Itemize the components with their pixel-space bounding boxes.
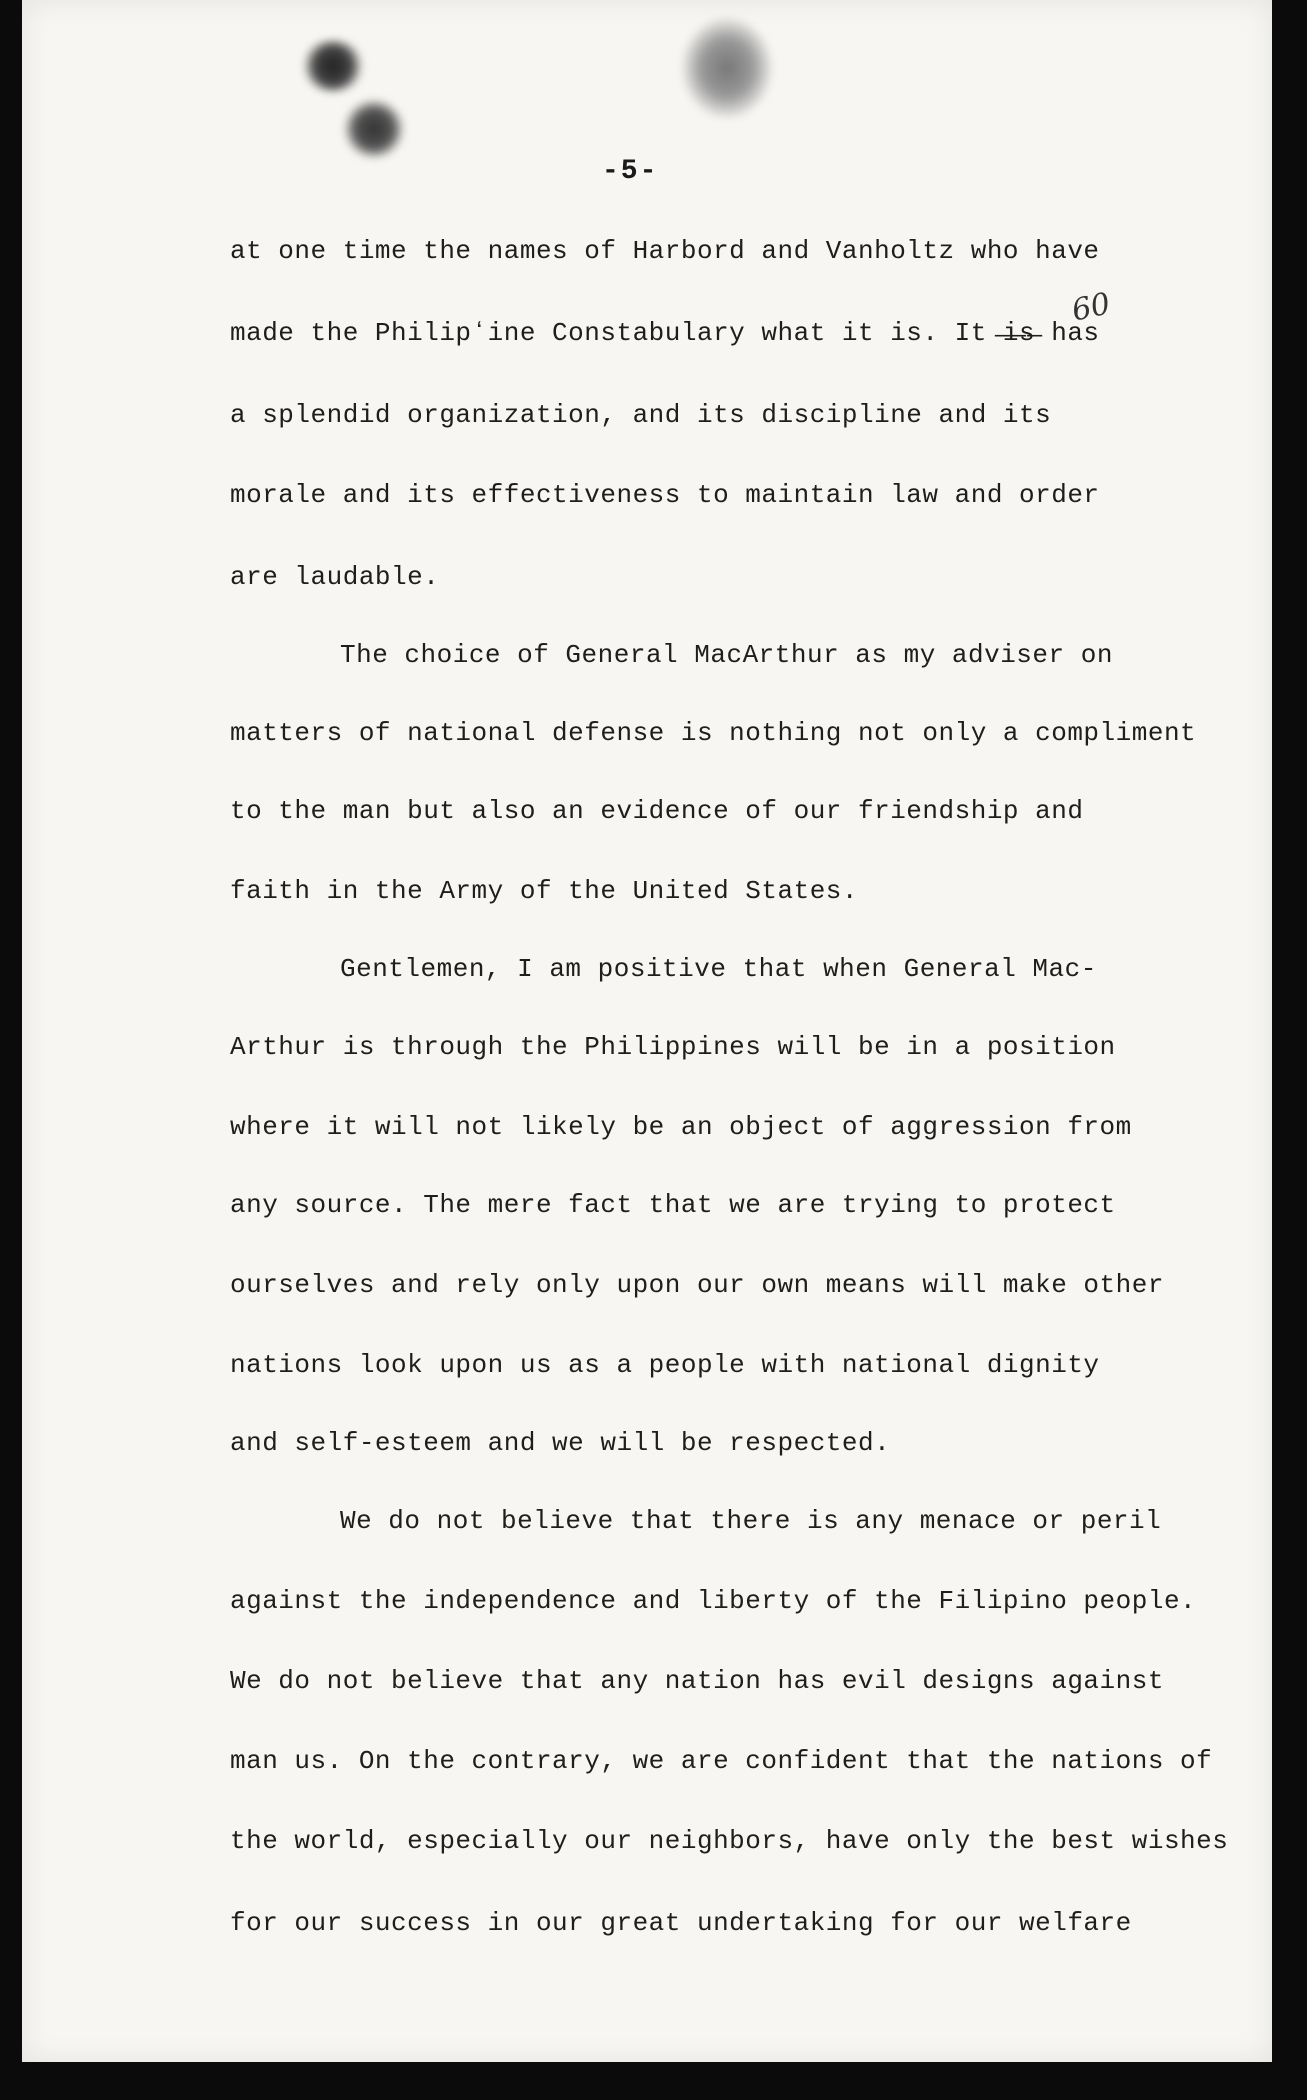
text-line: made the Philipʻine Constabulary what it is. It ̶i̶s̶ has (230, 318, 1100, 348)
text-line: nations look upon us as a people with national dignity (230, 1350, 1100, 1380)
text-line: and self-esteem and we will be respected. (230, 1428, 891, 1458)
text-line: for our success in our great undertaking for our welfare (230, 1908, 1132, 1938)
text-line: to the man but also an evidence of our friendship and (230, 796, 1084, 826)
text-line: We do not believe that there is any menace or peril (340, 1506, 1162, 1536)
text-line: The choice of General MacArthur as my adviser on (340, 640, 1113, 670)
handwritten-margin-note: 60 (1068, 286, 1114, 329)
text-line: a splendid organization, and its discipline and its (230, 400, 1052, 430)
page-number: -5- (602, 156, 659, 187)
text-line: morale and its effectiveness to maintain law and order (230, 480, 1100, 510)
text-line: the world, especially our neighbors, have only the best wishes (230, 1826, 1229, 1856)
text-line: Arthur is through the Philippines will be in a position (230, 1032, 1116, 1062)
text-line: where it will not likely be an object of aggression from (230, 1112, 1132, 1142)
text-line: are laudable. (230, 562, 440, 592)
text-line: at one time the names of Harbord and Vanholtz who have (230, 236, 1100, 266)
text-line: faith in the Army of the United States. (230, 876, 858, 906)
text-line: man us. On the contrary, we are confident that the nations of (230, 1746, 1213, 1776)
ink-smudge (302, 40, 364, 92)
text-line: Gentlemen, I am positive that when General Mac- (340, 954, 1097, 984)
text-line: against the independence and liberty of the Filipino people. (230, 1586, 1197, 1616)
text-line: any source. The mere fact that we are trying to protect (230, 1190, 1116, 1220)
text-line: We do not believe that any nation has evil designs against (230, 1666, 1164, 1696)
ink-smudge (344, 100, 404, 158)
text-line: matters of national defense is nothing not only a compliment (230, 718, 1197, 748)
text-line: ourselves and rely only upon our own means will make other (230, 1270, 1164, 1300)
ink-smudge (682, 18, 772, 118)
typed-page (22, 0, 1272, 2062)
